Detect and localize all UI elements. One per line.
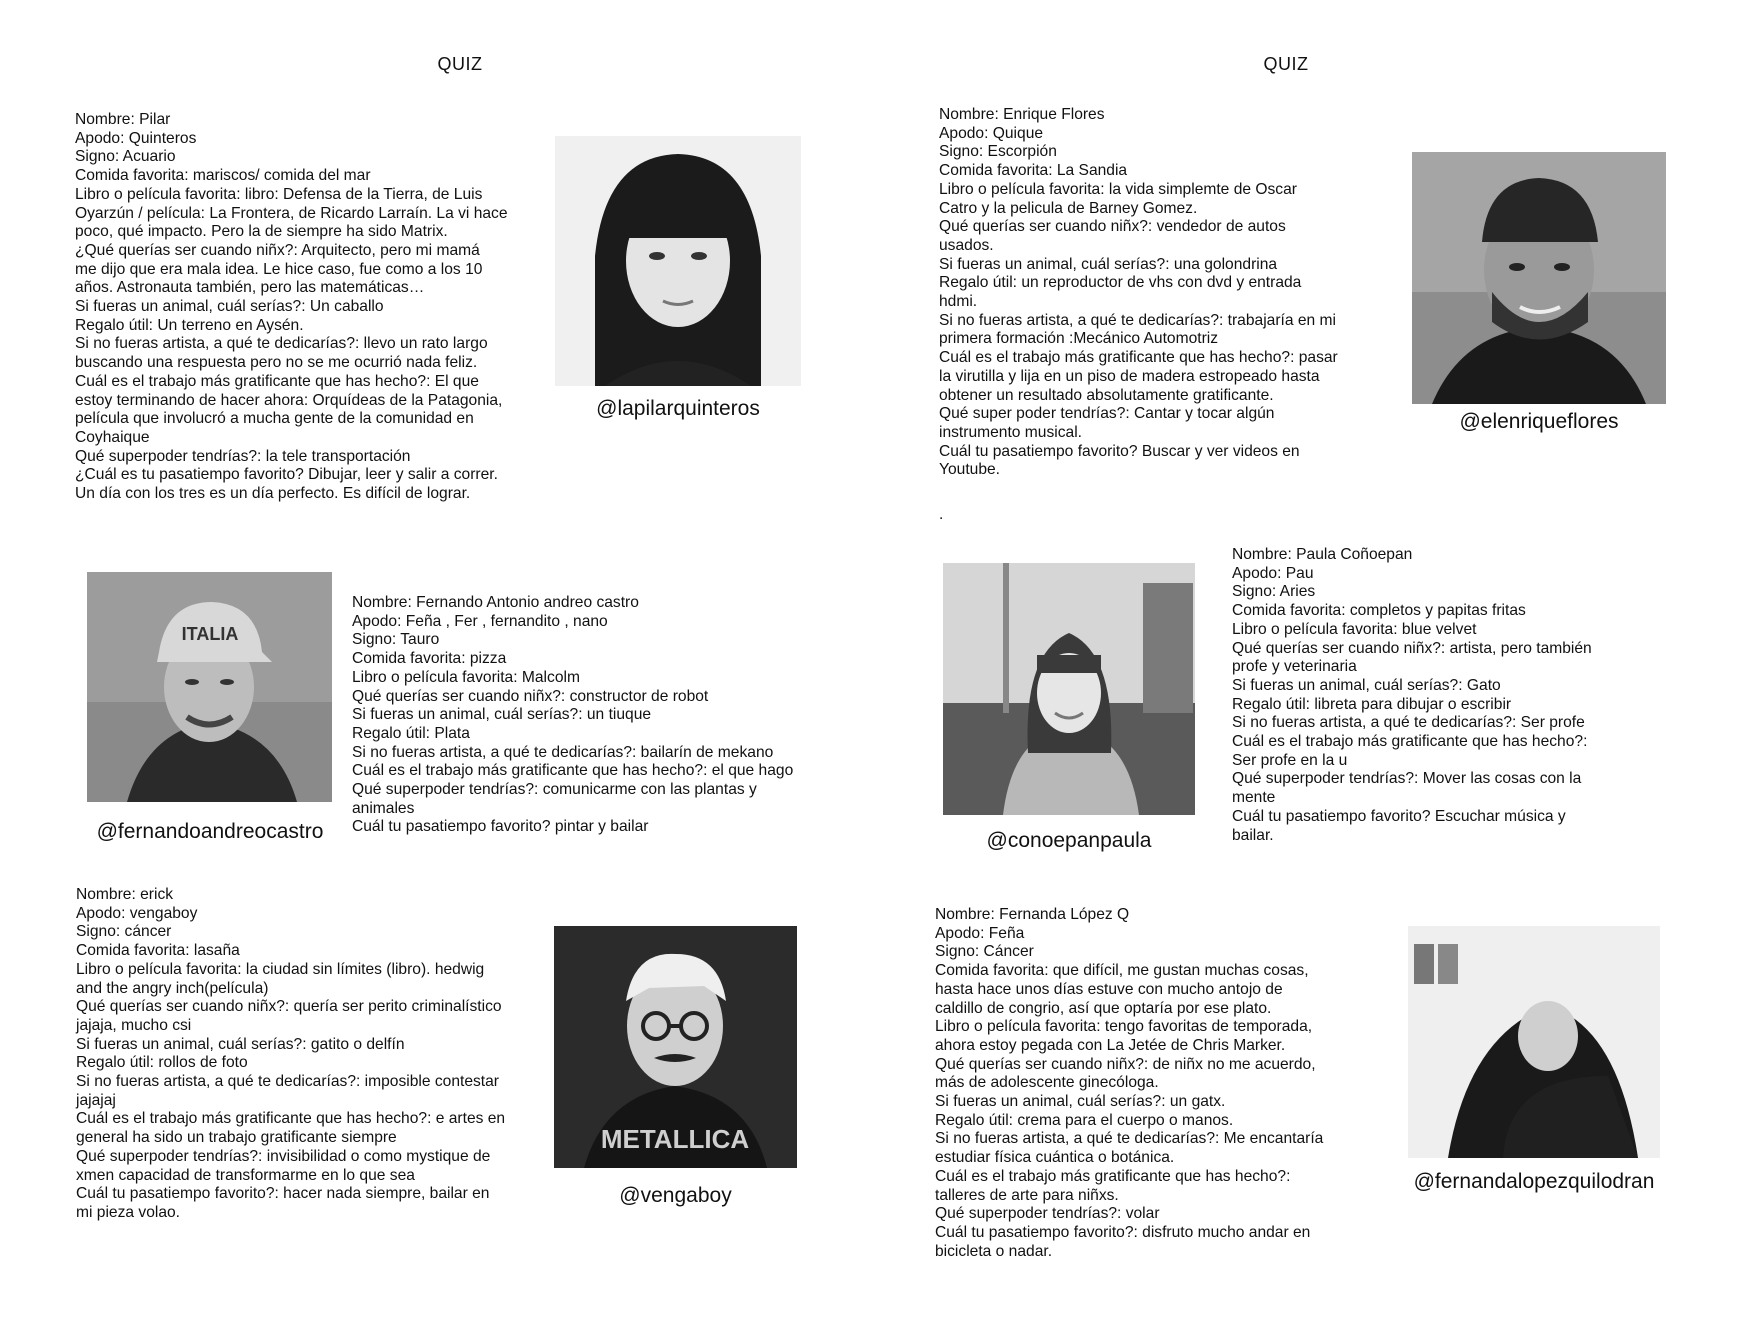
shirt-label: METALLICA [600, 1124, 750, 1154]
profile-photo-erick [554, 926, 797, 1168]
profile-handle-paula: @conoepanpaula [986, 829, 1152, 852]
profile-photo-pilar [555, 136, 801, 386]
profile-text-fernanda: Nombre: Fernanda López Q Apodo: Feña Signo: Cáncer Comida favorita: que difícil, me gustan muchas cosas, hasta hace unos días estuve con mucho antojo de caldillo de congrio, así que optaría por ese plato. Libro o película favorita: tengo favoritas de temporada, ahora estoy pegada con La Jetée de Chris Marker. Qué querías ser cuando niñx?: de niñx no me acuerdo, más de adolescente ginecóloga. Si fueras un animal, cuál serías?: un gatx. Regalo útil: crema para el cuerpo o manos. Si no fueras artista, a qué te dedicarías?: Me encantaría estudiar física cuántica o botánica. Cuál es el trabajo más gratificante que has hecho?: talleres de arte para niñxs. Qué superpoder tendrías?: volar Cuál tu pasatiempo favorito?: disfruto mucho andar en bicicleta o nadar. [935, 906, 1324, 1260]
profile-handle-enrique: @elenriqueflores [1459, 410, 1619, 433]
stray-mark: . [939, 506, 944, 523]
profile-handle-fernando: @fernandoandreocastro [96, 820, 324, 843]
profile-photo-fernando [87, 572, 332, 802]
profile-photo-enrique [1412, 152, 1666, 404]
profile-text-pilar: Nombre: Pilar Apodo: Quinteros Signo: Acuario Comida favorita: mariscos/ comida del mar Libro o película favorita: libro: Defensa de la Tierra, de Luis Oyarzún / película: La Frontera, de Ricardo Larraín. La vi hace poco, qué impacto. Pero la de siempre ha sido Matrix. ¿Qué querías ser cuando niñx?: Arquitecto, pero mi mamá me dijo que era mala idea. Le hice caso, fue como a los 10 años. Astronauta también, pero las matemáticas… Si fueras un animal, cuál serías?: Un caballo Regalo útil: Un terreno en Aysén. Si no fueras artista, a qué te dedicarías?: llevo un rato largo buscando una respuesta pero no se me ocurrió nada feliz. Cuál es el trabajo más gratificante que has hecho?: El que estoy terminando de hacer ahora: Orquídeas de la Patagonia, película que involucró a mucha gente de la comunidad en Coyhaique Qué superpoder tendrías?: la tele transportación ¿Cuál es tu pasatiempo favorito? Dibujar, leer y salir a correr. Un día con los tres es un día perfecto. Es difícil de lograr. [75, 111, 508, 503]
profile-handle-erick: @vengaboy [619, 1184, 732, 1207]
profile-text-fernando: Nombre: Fernando Antonio andreo castro Apodo: Feña , Fer , fernandito , nano Signo: Tauro Comida favorita: pizza Libro o película favorita: Malcolm Qué querías ser cuando niñx?: constructor de robot Si fueras un animal, cuál serías?: un tiuque Regalo útil: Plata Si no fueras artista, a qué te dedicarías?: bailarín de mekano Cuál es el trabajo más gratificante que has hecho?: el que hago Qué superpoder tendrías?: comunicarme con las plantas y animales Cuál tu pasatiempo favorito? pintar y bailar [352, 594, 794, 836]
left-page-title: QUIZ [437, 54, 483, 74]
cap-label: ITALIA [181, 624, 239, 644]
profile-text-paula: Nombre: Paula Coñoepan Apodo: Pau Signo: Aries Comida favorita: completos y papitas fritas Libro o película favorita: blue velvet Qué querías ser cuando niñx?: artista, pero también profe y veterinaria Si fueras un animal, cuál serías?: Gato Regalo útil: libreta para dibujar o escribir Si no fueras artista, a qué te dedicarías?: Ser profe Cuál es el trabajo más gratificante que has hecho?: Ser profe en la u Qué superpoder tendrías?: Mover las cosas con la mente Cuál tu pasatiempo favorito? Escuchar música y bailar. [1232, 546, 1592, 844]
profile-handle-fernanda: @fernandalopezquilodran [1413, 1170, 1655, 1193]
profile-photo-fernanda [1408, 926, 1660, 1158]
profile-text-erick: Nombre: erick Apodo: vengaboy Signo: cáncer Comida favorita: lasaña Libro o película favorita: la ciudad sin límites (libro). hedwig and the angry inch(película) Qué querías ser cuando niñx?: quería ser perito criminalístico jajaja, mucho csi Si fueras un animal, cuál serías?: gatito o delfín Regalo útil: rollos de foto Si no fueras artista, a qué te dedicarías?: imposible contestar jajajaj Cuál es el trabajo más gratificante que has hecho?: e artes en general ha sido un trabajo gratificante siempre Qué superpoder tendrías?: invisibilidad o como mystique de xmen capacidad de transformarme en lo que sea Cuál tu pasatiempo favorito?: hacer nada siempre, bailar en mi pieza volao. [76, 886, 506, 1221]
profile-handle-pilar: @lapilarquinteros [596, 397, 760, 420]
profile-photo-paula [943, 563, 1195, 815]
profile-text-enrique: Nombre: Enrique Flores Apodo: Quique Signo: Escorpión Comida favorita: La Sandia Libro o película favorita: la vida simplemte de Oscar Catro y la pelicula de Barney Gomez. Qué querías ser cuando niñx?: vendedor de autos usados. Si fueras un animal, cuál serías?: una golondrina Regalo útil: un reproductor de vhs con dvd y entrada hdmi. Si no fueras artista, a qué te dedicarías?: trabajaría en mi primera formación :Mecánico Automotriz Cuál es el trabajo más gratificante que has hecho?: pasar la virutilla y lija en un piso de madera estropeado hasta obtener un resultado absolutamente gratificante. Qué super poder tendrías?: Cantar y tocar algún instrumento musical. Cuál tu pasatiempo favorito? Buscar y ver videos en Youtube. [939, 106, 1338, 479]
right-page-title: QUIZ [1263, 54, 1309, 74]
